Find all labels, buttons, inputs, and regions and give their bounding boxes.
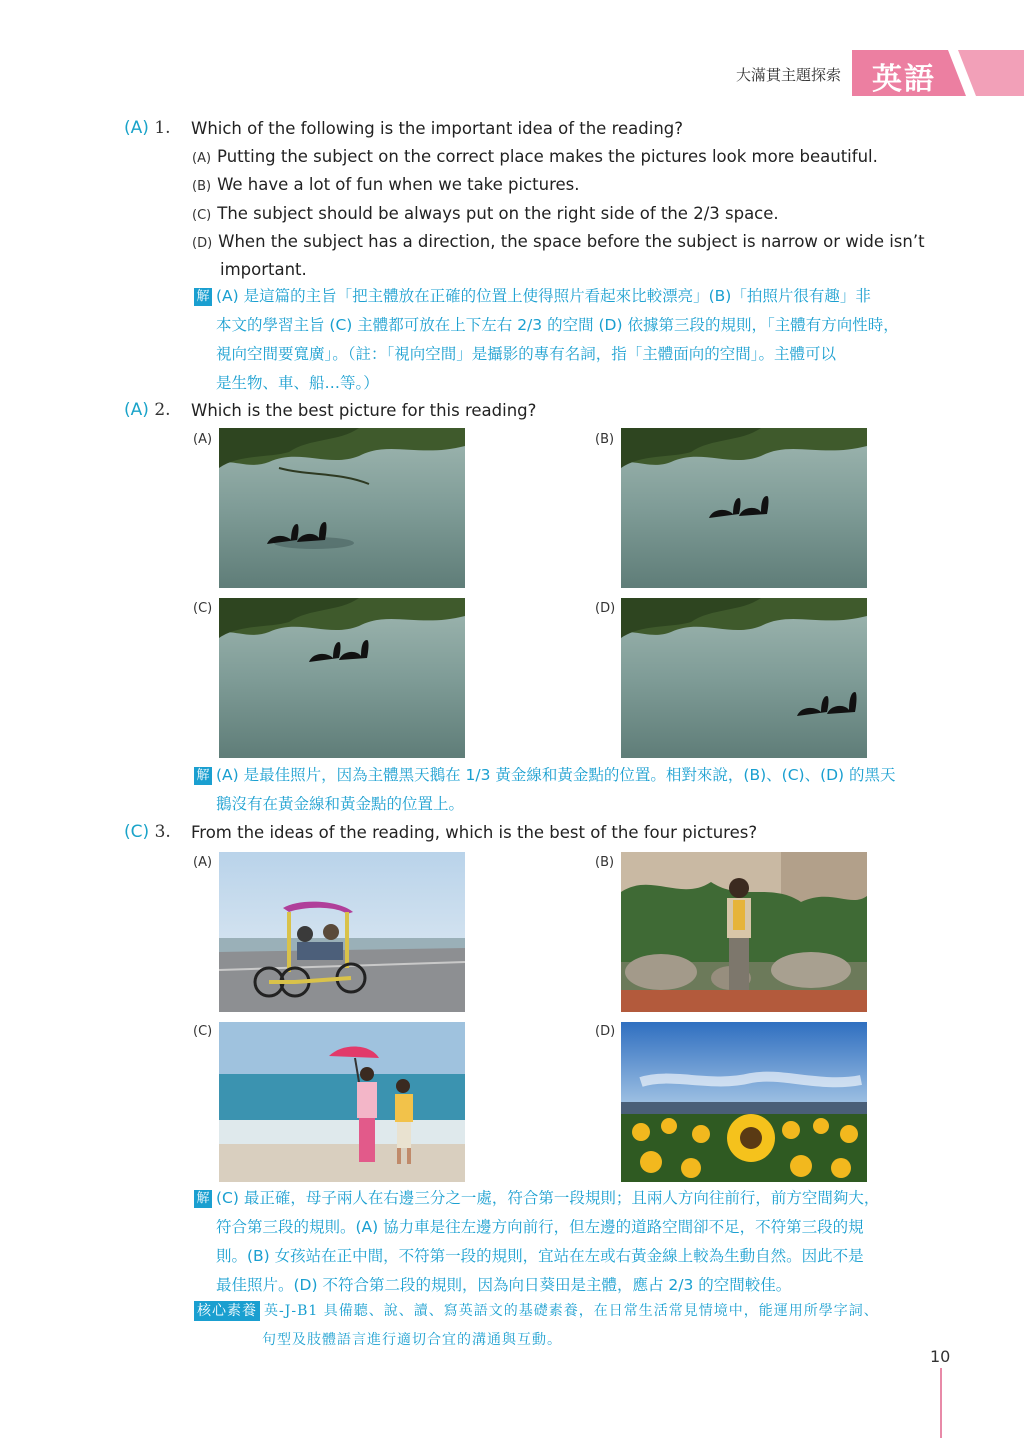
- swan-photo-a: [219, 428, 465, 588]
- question-1-option-d-cont: important.: [220, 260, 307, 279]
- header-subtitle: 大滿貫主題探索: [736, 66, 842, 84]
- question-1-option-d: (D) When the subject has a direction, the space before the subject is narrow or wide isn’t: [192, 232, 925, 251]
- question-3-explanation: 解 (C) 最正確，母子兩人在右邊三分之一處，符合第一段規則；且兩人方向往前行，前方空間夠大， 符合第三段的規則。(A) 協力車是往左邊方向前行，但左邊的道路空間卻不足，不符第三段的規 則。(B) 女孩站在正中間，不符第一段的規則，宜站在左或右黃金線上較為生動自然。因此不是 最佳照片。(D) 不符合第二段的規則，因為向日葵田是主體，應占 2/3 的空間較佳。: [194, 1184, 879, 1300]
- question-1-explanation: 解 (A) 是這篇的主旨「把主體放在正確的位置上使得照片看起來比較漂亮」(B)「拍照片很有趣」非 本文的學習主旨 (C) 主體都可放在上下左右 2/3 的空間 (D) 依據第三段的規則，「主體有方向性時， 視向空間要寬廣」。（註：「視向空間」是攝影的專有名詞，指「主體面向的空間」。主體可以 是生物、車、船…等。）: [194, 282, 899, 398]
- question-3-text: From the ideas of the reading, which is the best of the four pictures?: [191, 823, 758, 842]
- q3-pic-label-b: (B): [595, 855, 615, 870]
- bicycle-photo: [219, 852, 465, 1012]
- explanation-label: 解: [194, 767, 212, 785]
- question-1-option-a: (A) Putting the subject on the correct place makes the pictures look more beautiful.: [192, 147, 878, 166]
- q2-pic-label-b: (B): [595, 432, 615, 447]
- page-rule: [940, 1368, 942, 1438]
- q2-pic-label-d: (D): [595, 601, 616, 616]
- q2-pic-label-a: (A): [193, 432, 213, 447]
- swan-photo-d: [621, 598, 867, 758]
- q3-pic-label-a: (A): [193, 855, 213, 870]
- question-1-answer: (A) 1.: [124, 118, 171, 138]
- explanation-label: 解: [194, 288, 212, 306]
- swan-photo-b: [621, 428, 867, 588]
- core-competency-line1: 核心素養 英-J-B1 具備聽、說、讀、寫英語文的基礎素養，在日常生活常見情境中，能運用所學字詞、: [194, 1300, 879, 1321]
- swan-photo-c: [219, 598, 465, 758]
- question-1-option-b: (B) We have a lot of fun when we take pictures.: [192, 175, 580, 194]
- question-2-text: Which is the best picture for this reading?: [191, 401, 537, 420]
- beach-photo: [219, 1022, 465, 1182]
- girl-garden-photo: [621, 852, 867, 1012]
- question-2-explanation: 解 (A) 是最佳照片，因為主體黑天鵝在 1/3 黃金線和黃金點的位置。相對來說，(B)、(C)、(D) 的黑天 鵝沒有在黃金線和黃金點的位置上。: [194, 761, 896, 819]
- sunflower-photo: [621, 1022, 867, 1182]
- question-1-option-c: (C) The subject should be always put on the right side of the 2/3 space.: [192, 204, 779, 223]
- question-3-answer: (C) 3.: [124, 822, 171, 842]
- q2-pic-label-c: (C): [193, 601, 213, 616]
- question-2-answer: (A) 2.: [124, 400, 171, 420]
- q3-pic-label-c: (C): [193, 1024, 213, 1039]
- header-title: 英語: [872, 62, 936, 97]
- core-competency-line2: 句型及肢體語言進行適切合宜的溝通與互動。: [262, 1332, 562, 1348]
- explanation-label: 解: [194, 1190, 212, 1208]
- core-competency-badge: 核心素養: [194, 1301, 260, 1321]
- page-number: 10: [930, 1347, 951, 1366]
- q3-pic-label-d: (D): [595, 1024, 616, 1039]
- question-1-text: Which of the following is the important idea of the reading?: [191, 119, 684, 138]
